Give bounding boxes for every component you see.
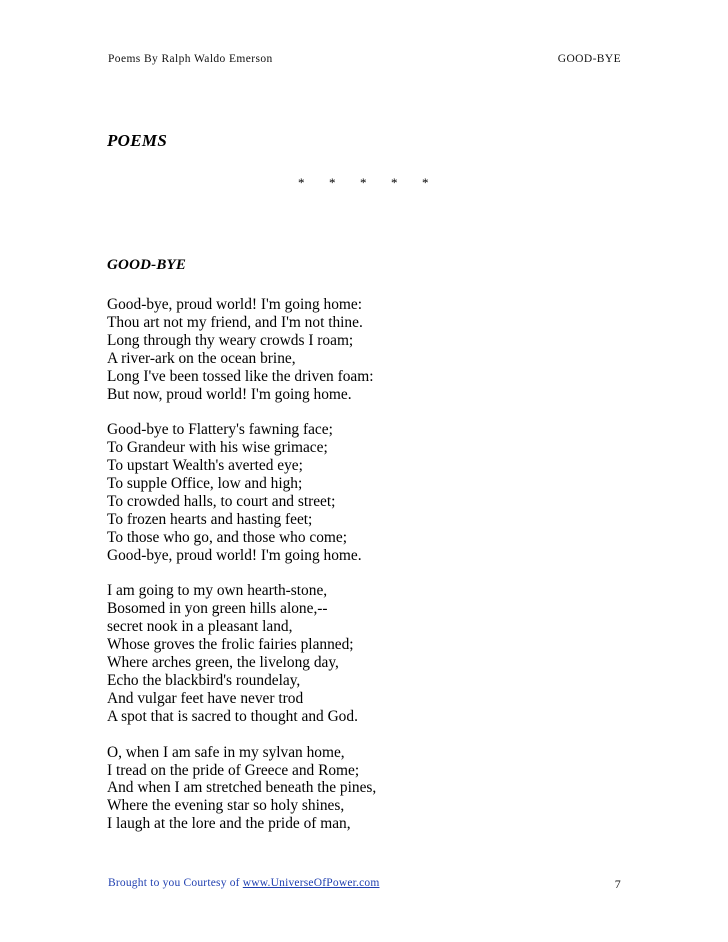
poem-line: I tread on the pride of Greece and Rome; <box>107 761 360 779</box>
poem-line: Good-bye to Flattery's fawning face; <box>107 421 333 439</box>
poem-line: Good-bye, proud world! I'm going home: <box>107 296 362 313</box>
poem-line: Whose groves the frolic fairies planned; <box>107 636 354 654</box>
poem-body <box>107 296 627 851</box>
poem-line: A river-ark on the ocean brine, <box>107 349 296 367</box>
section-separator <box>298 175 453 191</box>
separator-star: * <box>391 175 398 190</box>
separator-star: * <box>422 175 429 190</box>
footer-courtesy <box>108 877 380 889</box>
poem-line: I laugh at the lore and the pride of man, <box>107 815 351 833</box>
page-number: 7 <box>614 877 621 891</box>
header-book-title: Poems By Ralph Waldo Emerson <box>108 53 273 65</box>
poem-line: secret nook in a pleasant land, <box>107 618 293 636</box>
footer-website-link[interactable]: www.UniverseOfPower.com <box>242 877 380 889</box>
poem-line: To crowded halls, to court and street; <box>107 492 336 510</box>
separator-star: * <box>298 175 305 190</box>
poem-line: And vulgar feet have never trod <box>107 689 304 707</box>
footer-courtesy-text: Brought to you Courtesy of <box>108 877 243 889</box>
poem-line: To frozen hearts and hasting feet; <box>107 510 313 528</box>
poem-line: Where the evening star so holy shines, <box>107 797 345 815</box>
header-poem-title: GOOD-BYE <box>557 53 621 65</box>
poem-line: O, when I am safe in my sylvan home, <box>107 743 345 761</box>
stanza <box>107 421 627 564</box>
poem-line: And when I am stretched beneath the pines, <box>107 779 377 797</box>
poem-line: Echo the blackbird's roundelay, <box>107 672 301 689</box>
separator-star: * <box>329 175 336 190</box>
poem-line: To those who go, and those who come; <box>107 528 348 546</box>
poem-line: To upstart Wealth's averted eye; <box>107 457 303 475</box>
poem-line: To supple Office, low and high; <box>107 475 303 493</box>
poem-line: Where arches green, the livelong day, <box>107 654 339 672</box>
poem-title: GOOD-BYE <box>107 257 187 273</box>
poem-line: Thou art not my friend, and I'm not thine. <box>107 313 363 331</box>
separator-star: * <box>360 175 367 190</box>
poem-line: Long through thy weary crowds I roam; <box>107 331 354 349</box>
poem-line: I am going to my own hearth-stone, <box>107 582 328 600</box>
poem-line: Bosomed in yon green hills alone,-- <box>107 600 328 618</box>
stanza <box>107 582 627 725</box>
poem-line: Long I've been tossed like the driven foam: <box>107 367 374 385</box>
poem-line: Good-bye, proud world! I'm going home. <box>107 546 362 564</box>
section-title: POEMS <box>107 131 168 150</box>
poem-line: A spot that is sacred to thought and God. <box>107 707 358 725</box>
stanza <box>107 296 627 403</box>
poem-line: But now, proud world! I'm going home. <box>107 385 352 403</box>
poem-line: To Grandeur with his wise grimace; <box>107 439 328 457</box>
stanza <box>107 744 627 834</box>
